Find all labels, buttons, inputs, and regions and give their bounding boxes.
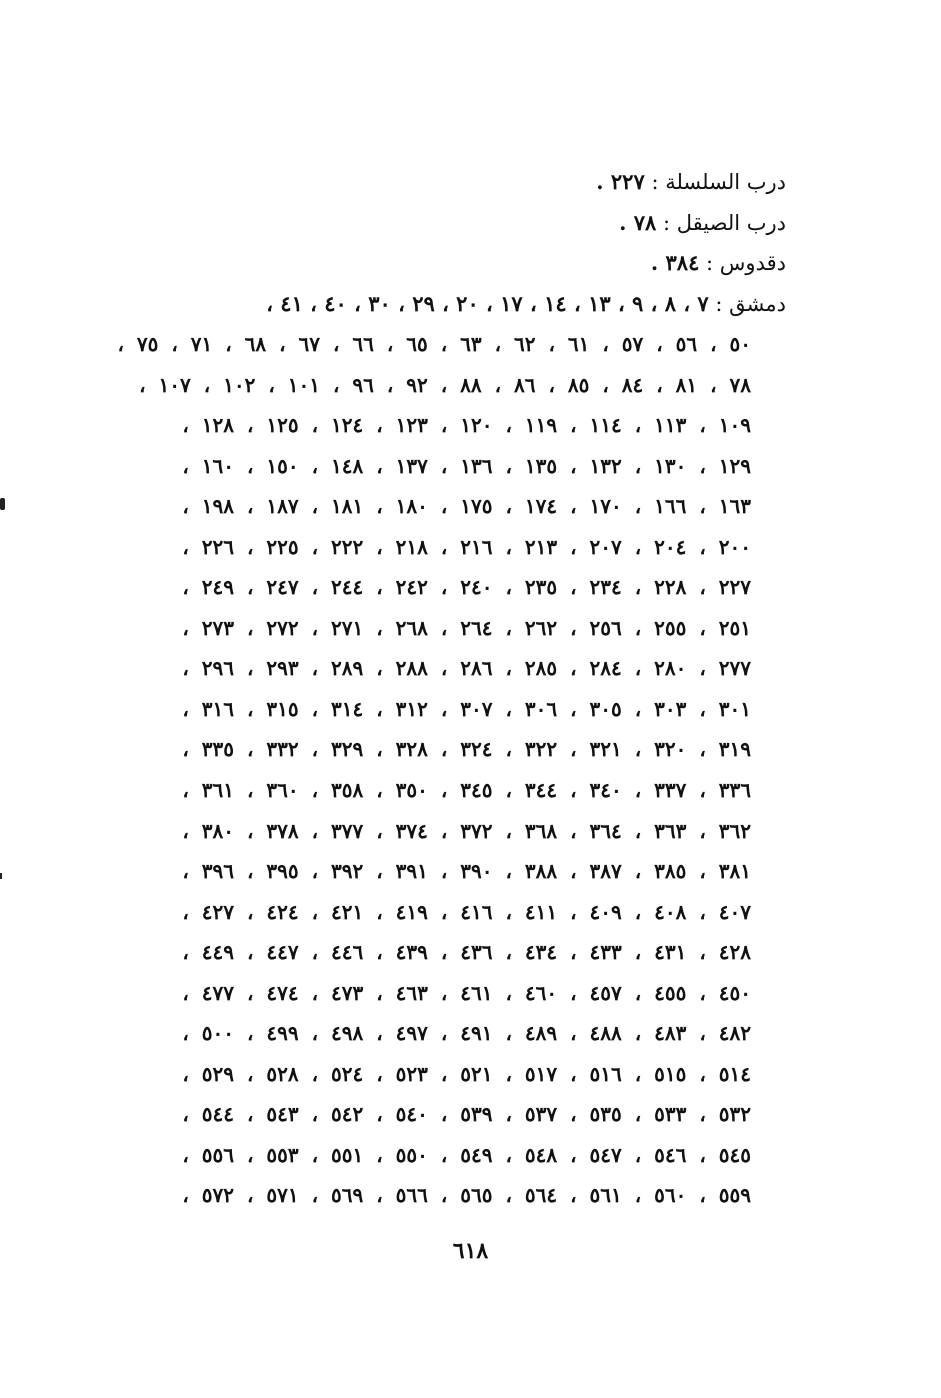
binding-mark: [0, 498, 5, 510]
page-list-line: ٤٨٢ ، ٤٨٣ ، ٤٨٨ ، ٤٨٩ ، ٤٩١ ، ٤٩٧ ، ٤٩٨ ، ٤٩٩ ، ٥٠٠ ،: [182, 1021, 751, 1046]
page-list-line: ٣٠١ ، ٣٠٣ ، ٣٠٥ ، ٣٠٦ ، ٣٠٧ ، ٣١٢ ، ٣١٤ ، ٣١٥ ، ٣١٦ ،: [182, 696, 751, 721]
entry-term: دمشق :: [715, 291, 786, 316]
page-list-line: ٥٥٩ ، ٥٦٠ ، ٥٦١ ، ٥٦٤ ، ٥٦٥ ، ٥٦٦ ، ٥٦٩ ، ٥٧١ ، ٥٧٢ ،: [182, 1183, 751, 1208]
entry-term: درب السلسلة :: [651, 170, 786, 194]
entry-page-numbers: ٧ ، ٨ ، ٩ ، ١٣ ، ١٤ ، ١٧ ، ٢٠ ، ٢٩ ، ٣٠ ، ٤٠ ، ٤١ ،: [266, 290, 709, 316]
page-list-line: ٤٠٧ ، ٤٠٨ ، ٤٠٩ ، ٤١١ ، ٤١٦ ، ٤١٩ ، ٤٢١ ، ٤٢٤ ، ٤٢٧ ،: [182, 899, 751, 924]
page-list-line: ٧٨ ، ٨١ ، ٨٤ ، ٨٥ ، ٨٦ ، ٨٨ ، ٩٢ ، ٩٦ ، ١٠١ ، ١٠٢ ، ١٠٧ ،: [139, 372, 751, 397]
page-list-line: ٣٣٦ ، ٣٣٧ ، ٣٤٠ ، ٣٤٤ ، ٣٤٥ ، ٣٥٠ ، ٣٥٨ ، ٣٦٠ ، ٣٦١ ،: [182, 778, 751, 803]
page-list-line: ٥٠ ، ٥٦ ، ٥٧ ، ٦١ ، ٦٢ ، ٦٣ ، ٦٥ ، ٦٦ ، ٦٧ ، ٦٨ ، ٧١ ، ٧٥ ،: [117, 332, 751, 356]
page-list-line: ١٢٩ ، ١٣٠ ، ١٣٢ ، ١٣٥ ، ١٣٦ ، ١٣٧ ، ١٤٨ ، ١٥٠ ، ١٦٠ ،: [182, 453, 751, 478]
index-entry: [106, 203, 786, 244]
entry-page-numbers: ٧٨ .: [619, 209, 657, 235]
entry-term: درب الصيقل :: [663, 210, 786, 235]
index-entries: [106, 162, 786, 324]
page-list-line: ٤٢٨ ، ٤٣١ ، ٤٣٣ ، ٤٣٤ ، ٤٣٦ ، ٤٣٩ ، ٤٤٦ ، ٤٤٧ ، ٤٤٩ ،: [182, 940, 751, 965]
page-list-line: ٢٢٧ ، ٢٢٨ ، ٢٣٤ ، ٢٣٥ ، ٢٤٠ ، ٢٤٢ ، ٢٤٤ ، ٢٤٧ ، ٢٤٩ ،: [182, 575, 751, 600]
index-entry: [106, 284, 786, 325]
binding-mark: [0, 873, 2, 879]
page-list-line: ٢٧٧ ، ٢٨٠ ، ٢٨٤ ، ٢٨٥ ، ٢٨٦ ، ٢٨٨ ، ٢٨٩ ، ٢٩٣ ، ٢٩٦ ،: [182, 656, 751, 681]
page-list-line: ١٠٩ ، ١١٣ ، ١١٤ ، ١١٩ ، ١٢٠ ، ١٢٣ ، ١٢٤ ، ١٢٥ ، ١٢٨ ،: [182, 413, 751, 438]
page-list-line: ١٦٣ ، ١٦٦ ، ١٧٠ ، ١٧٤ ، ١٧٥ ، ١٨٠ ، ١٨١ ، ١٨٧ ، ١٩٨ ،: [182, 494, 751, 519]
entry-term: دقدوس :: [706, 251, 786, 275]
index-entry: [106, 243, 786, 284]
page-list-line: ٢٠٠ ، ٢٠٤ ، ٢٠٧ ، ٢١٣ ، ٢١٦ ، ٢١٨ ، ٢٢٢ ، ٢٢٥ ، ٢٢٦ ،: [182, 534, 751, 559]
entry-page-numbers: ٢٢٧ .: [596, 169, 645, 194]
page-list-line: ٢٥١ ، ٢٥٥ ، ٢٥٦ ، ٢٦٢ ، ٢٦٤ ، ٢٦٨ ، ٢٧١ ، ٢٧٢ ، ٢٧٣ ،: [182, 615, 751, 640]
page-list-line: ٥١٤ ، ٥١٥ ، ٥١٦ ، ٥١٧ ، ٥٢١ ، ٥٢٣ ، ٥٢٤ ، ٥٢٨ ، ٥٢٩ ،: [182, 1061, 751, 1086]
page-list-line: ٥٤٥ ، ٥٤٦ ، ٥٤٧ ، ٥٤٨ ، ٥٤٩ ، ٥٥٠ ، ٥٥١ ، ٥٥٣ ، ٥٥٦ ،: [182, 1142, 751, 1167]
page-list-line: ٣١٩ ، ٣٢٠ ، ٣٢١ ، ٣٢٢ ، ٣٢٤ ، ٣٢٨ ، ٣٢٩ ، ٣٣٢ ، ٣٣٥ ،: [182, 737, 751, 762]
page-list-line: ٣٦٢ ، ٣٦٣ ، ٣٦٤ ، ٣٦٨ ، ٣٧٢ ، ٣٧٤ ، ٣٧٧ ، ٣٧٨ ، ٣٨٠ ،: [182, 818, 751, 843]
index-entry: [106, 162, 786, 203]
entry-page-numbers: ٣٨٤ .: [650, 250, 700, 275]
page-number: ٦١٨: [452, 1238, 489, 1264]
page-list-line: ٥٣٢ ، ٥٣٣ ، ٥٣٥ ، ٥٣٧ ، ٥٣٩ ، ٥٤٠ ، ٥٤٢ ، ٥٤٣ ، ٥٤٤ ،: [182, 1102, 751, 1127]
damascus-page-list: [111, 324, 751, 1216]
page-list-line: ٣٨١ ، ٣٨٥ ، ٣٨٧ ، ٣٨٨ ، ٣٩٠ ، ٣٩١ ، ٣٩٢ ، ٣٩٥ ، ٣٩٦ ،: [182, 859, 751, 884]
page-list-line: ٤٥٠ ، ٤٥٥ ، ٤٥٧ ، ٤٦٠ ، ٤٦١ ، ٤٦٣ ، ٤٧٣ ، ٤٧٤ ، ٤٧٧ ،: [182, 980, 751, 1005]
